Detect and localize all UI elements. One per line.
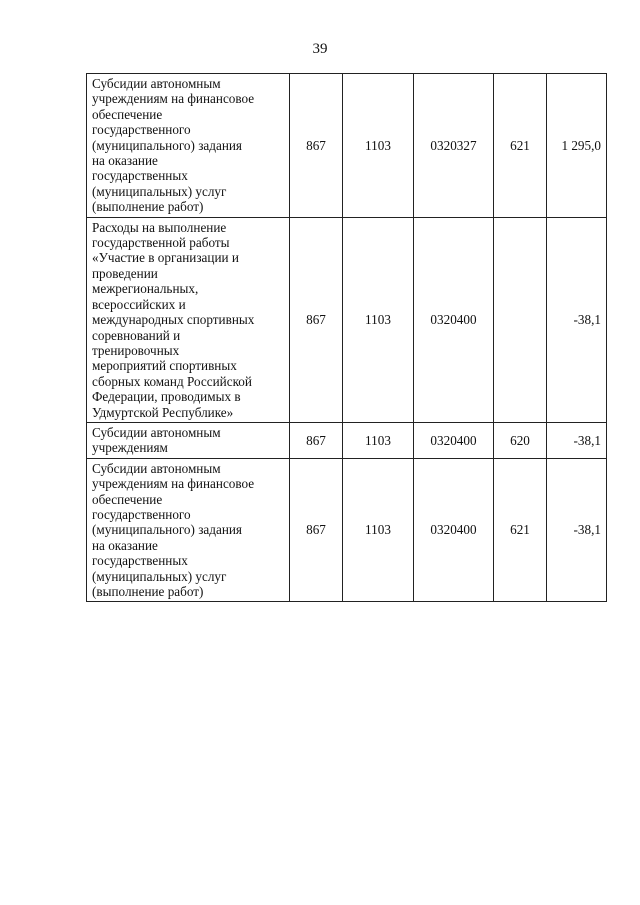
row-section: 1103 (343, 217, 414, 422)
row-name: Субсидии автономным учреждениям (92, 424, 221, 456)
row-expense-type: 621 (494, 74, 547, 218)
row-article: 0320400 (414, 458, 494, 602)
row-sum: 1 295,0 (547, 74, 607, 218)
row-section: 1103 (343, 74, 414, 218)
row-section: 1103 (343, 422, 414, 458)
row-article: 0320327 (414, 74, 494, 218)
table-row (87, 458, 607, 602)
row-code: 867 (290, 74, 343, 218)
row-section: 1103 (343, 458, 414, 602)
row-name-cell (87, 422, 290, 458)
row-code: 867 (290, 458, 343, 602)
row-name-cell (87, 217, 290, 422)
row-code: 867 (290, 217, 343, 422)
row-expense-type: 620 (494, 422, 547, 458)
row-article: 0320400 (414, 217, 494, 422)
row-sum: -38,1 (547, 217, 607, 422)
table-row (87, 422, 607, 458)
budget-table (86, 73, 607, 602)
row-expense-type (494, 217, 547, 422)
table-row (87, 74, 607, 218)
row-name: Субсидии автономным учреждениям на финансовое обеспечение государственного (муниципального) задания на оказание государственных (муниципальных) услуг (выполнение работ) (92, 76, 255, 215)
row-article: 0320400 (414, 422, 494, 458)
row-name-cell (87, 458, 290, 602)
row-code: 867 (290, 422, 343, 458)
page-number: 39 (312, 41, 328, 57)
row-sum: -38,1 (547, 458, 607, 602)
row-expense-type: 621 (494, 458, 547, 602)
row-name: Субсидии автономным учреждениям на финансовое обеспечение государственного (муниципального) задания на оказание государственных (муниципальных) услуг (выполнение работ) (92, 460, 255, 599)
row-name: Расходы на выполнение государственной работы «Участие в организации и проведении межрегиональных, всероссийских и международных спортивных соревнований и тренировочных мероприятий спортивных сборных команд Российской Федерации, проводимых в Удмуртской Республике» (92, 219, 255, 420)
row-name-cell (87, 74, 290, 218)
table-row (87, 217, 607, 422)
row-sum: -38,1 (547, 422, 607, 458)
